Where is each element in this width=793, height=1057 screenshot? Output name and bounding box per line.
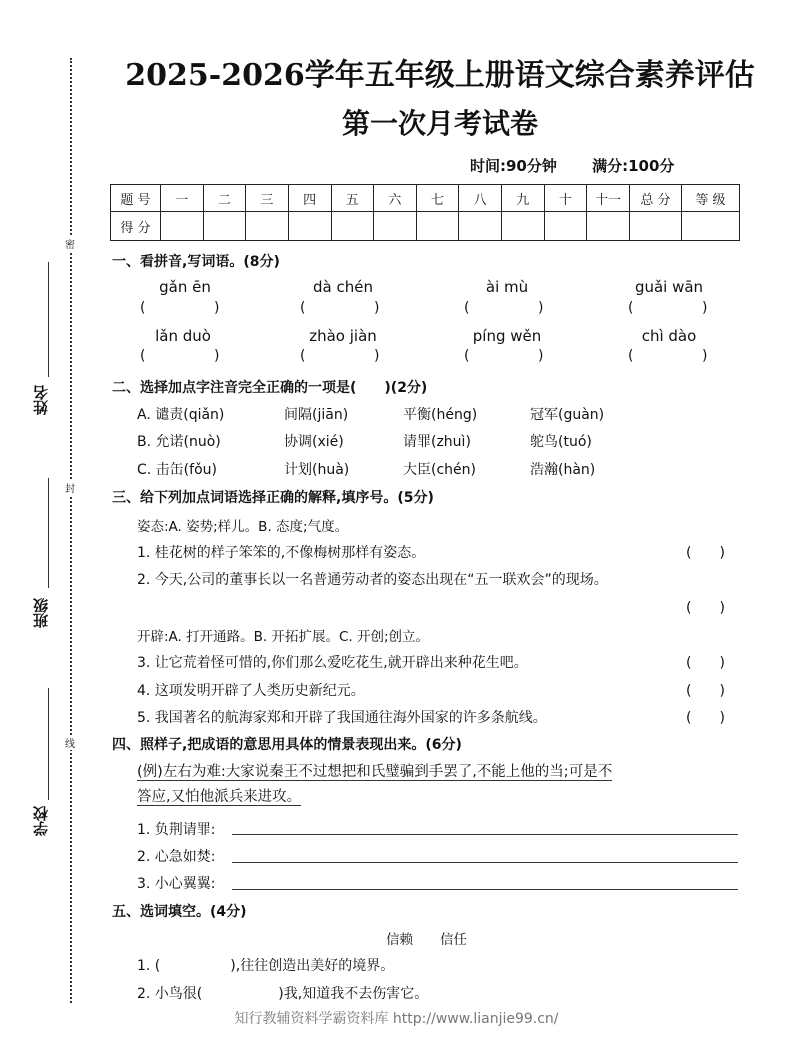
score-cell[interactable]	[587, 212, 630, 241]
score-header-cell: 一	[161, 185, 204, 212]
pinyin-item: chì dào	[641, 327, 697, 345]
score-header-cell: 十一	[587, 185, 630, 212]
name-label: 姓名	[31, 385, 50, 415]
definition-zitai: 姿态:A. 姿势;样儿。B. 态度;气度。	[137, 519, 349, 535]
section-1-title: 一、看拼音,写词语。(8分)	[112, 254, 280, 270]
question-3-4: 4. 这项发明开辟了人类历史新纪元。	[137, 683, 365, 699]
score-cell[interactable]	[502, 212, 545, 241]
pinyin-item: píng wěn	[472, 327, 542, 345]
example-line-1: (例)左右为难:大家说秦王不过想把和氏璧骗到手罢了,不能上他的当;可是不	[137, 764, 613, 780]
score-cell[interactable]	[331, 212, 374, 241]
pinyin-item: dà chén	[313, 278, 373, 296]
question-5-1-suffix: ),往往创造出美好的境界。	[230, 958, 395, 974]
score-header-cell: 题 号	[111, 185, 161, 212]
footer-watermark: 知行教辅资料学霸资料库 http://www.lianjie99.cn/	[234, 1011, 559, 1027]
score-cell[interactable]	[161, 212, 204, 241]
score-cell[interactable]	[374, 212, 417, 241]
score-row-label: 得 分	[111, 212, 161, 241]
option-b-3: 请罪(zhuì)	[403, 434, 471, 450]
pinyin-item: guǎi wān	[634, 278, 704, 296]
score-header-cell: 六	[374, 185, 417, 212]
pinyin-item: zhào jiàn	[309, 327, 377, 345]
score-header-cell: 八	[459, 185, 502, 212]
option-a-2: 间隔(jiān)	[284, 407, 349, 423]
word-choices: 信赖 信任	[386, 932, 467, 948]
answer-paren[interactable]: ( )	[686, 655, 725, 671]
exam-title: 2025-2026学年五年级上册语文综合素养评估	[125, 58, 755, 93]
question-5-1	[137, 955, 394, 975]
example-line-2: 答应,又怕他派兵来进攻。	[137, 789, 302, 805]
score-header-cell: 七	[416, 185, 459, 212]
score-header-cell: 总 分	[630, 185, 682, 212]
section-5-title: 五、选词填空。(4分)	[112, 904, 247, 920]
score-cell[interactable]	[682, 212, 740, 241]
seal-char-xian: 线	[62, 735, 78, 750]
score-cell[interactable]	[544, 212, 587, 241]
score-cell[interactable]	[416, 212, 459, 241]
option-b-1: B. 允诺(nuò)	[137, 434, 221, 450]
option-a-1: A. 谴责(qiǎn)	[137, 407, 225, 423]
school-label: 学校	[31, 806, 50, 836]
option-c-1: C. 击缶(fǒu)	[137, 462, 217, 478]
question-3-1: 1. 桂花树的样子笨笨的,不像梅树那样有姿态。	[137, 545, 426, 561]
question-3-5: 5. 我国著名的航海家郑和开辟了我国通往海外国家的许多条航线。	[137, 710, 547, 726]
score-header-cell: 二	[203, 185, 246, 212]
exam-time: 时间:90分钟	[470, 157, 557, 175]
score-table	[110, 184, 740, 241]
score-header-cell: 九	[502, 185, 545, 212]
answer-line[interactable]	[232, 889, 738, 890]
option-c-3: 大臣(chén)	[403, 462, 476, 478]
score-cell[interactable]	[246, 212, 289, 241]
pinyin-item: lǎn duò	[155, 327, 211, 345]
seal-char-feng: 封	[62, 480, 78, 495]
score-header-cell: 四	[288, 185, 331, 212]
question-5-1-prefix: 1. (	[137, 958, 161, 974]
option-b-2: 协调(xié)	[284, 434, 344, 450]
answer-line[interactable]	[232, 834, 738, 835]
definition-kaipi: 开辟:A. 打开通路。B. 开拓扩展。C. 开创;创立。	[137, 629, 430, 645]
score-header-cell: 五	[331, 185, 374, 212]
score-cell[interactable]	[630, 212, 682, 241]
question-3-3: 3. 让它荒着怪可惜的,你们那么爱吃花生,就开辟出来种花生吧。	[137, 655, 528, 671]
exam-subtitle: 第一次月考试卷	[341, 107, 538, 140]
score-header-cell: 十	[544, 185, 587, 212]
class-label: 班级	[31, 598, 50, 628]
answer-paren[interactable]: ( )	[686, 600, 725, 616]
exam-full-score: 满分:100分	[592, 157, 675, 175]
score-cell[interactable]	[203, 212, 246, 241]
answer-paren[interactable]: ( )	[686, 683, 725, 699]
score-cell[interactable]	[288, 212, 331, 241]
section-4-title: 四、照样子,把成语的意思用具体的情景表现出来。(6分)	[112, 737, 462, 753]
question-3-2: 2. 今天,公司的董事长以一名普通劳动者的姿态出现在“五一联欢会”的现场。	[137, 572, 608, 588]
pinyin-item: gǎn ēn	[159, 278, 211, 296]
pinyin-item: ài mù	[485, 278, 529, 296]
seal-char-mi: 密	[62, 236, 78, 251]
binding-dotted-line	[70, 58, 72, 1003]
example-text	[137, 760, 737, 810]
section-2-title: 二、选择加点字注音完全正确的一项是( )(2分)	[112, 380, 428, 396]
answer-paren[interactable]: ( )	[686, 545, 725, 561]
option-a-3: 平衡(héng)	[403, 407, 478, 423]
question-4-3: 3. 小心翼翼:	[137, 876, 216, 892]
score-cell[interactable]	[459, 212, 502, 241]
answer-paren[interactable]: ( )	[686, 710, 725, 726]
question-5-2-suffix: )我,知道我不去伤害它。	[278, 986, 429, 1002]
option-b-4: 鸵鸟(tuó)	[530, 434, 592, 450]
question-5-2-prefix: 2. 小鸟很(	[137, 986, 203, 1002]
question-4-1: 1. 负荆请罪:	[137, 822, 216, 838]
answer-line[interactable]	[232, 862, 738, 863]
score-header-cell: 三	[246, 185, 289, 212]
option-c-4: 浩瀚(hàn)	[530, 462, 596, 478]
score-header-cell: 等 级	[682, 185, 740, 212]
option-c-2: 计划(huà)	[284, 462, 350, 478]
section-3-title: 三、给下列加点词语选择正确的解释,填序号。(5分)	[112, 490, 434, 506]
class-underline	[48, 478, 49, 588]
name-underline	[48, 262, 49, 377]
question-5-2	[137, 983, 428, 1003]
question-4-2: 2. 心急如焚:	[137, 849, 216, 865]
school-underline	[48, 688, 49, 800]
option-a-4: 冠军(guàn)	[530, 407, 605, 423]
exam-meta	[470, 155, 704, 176]
